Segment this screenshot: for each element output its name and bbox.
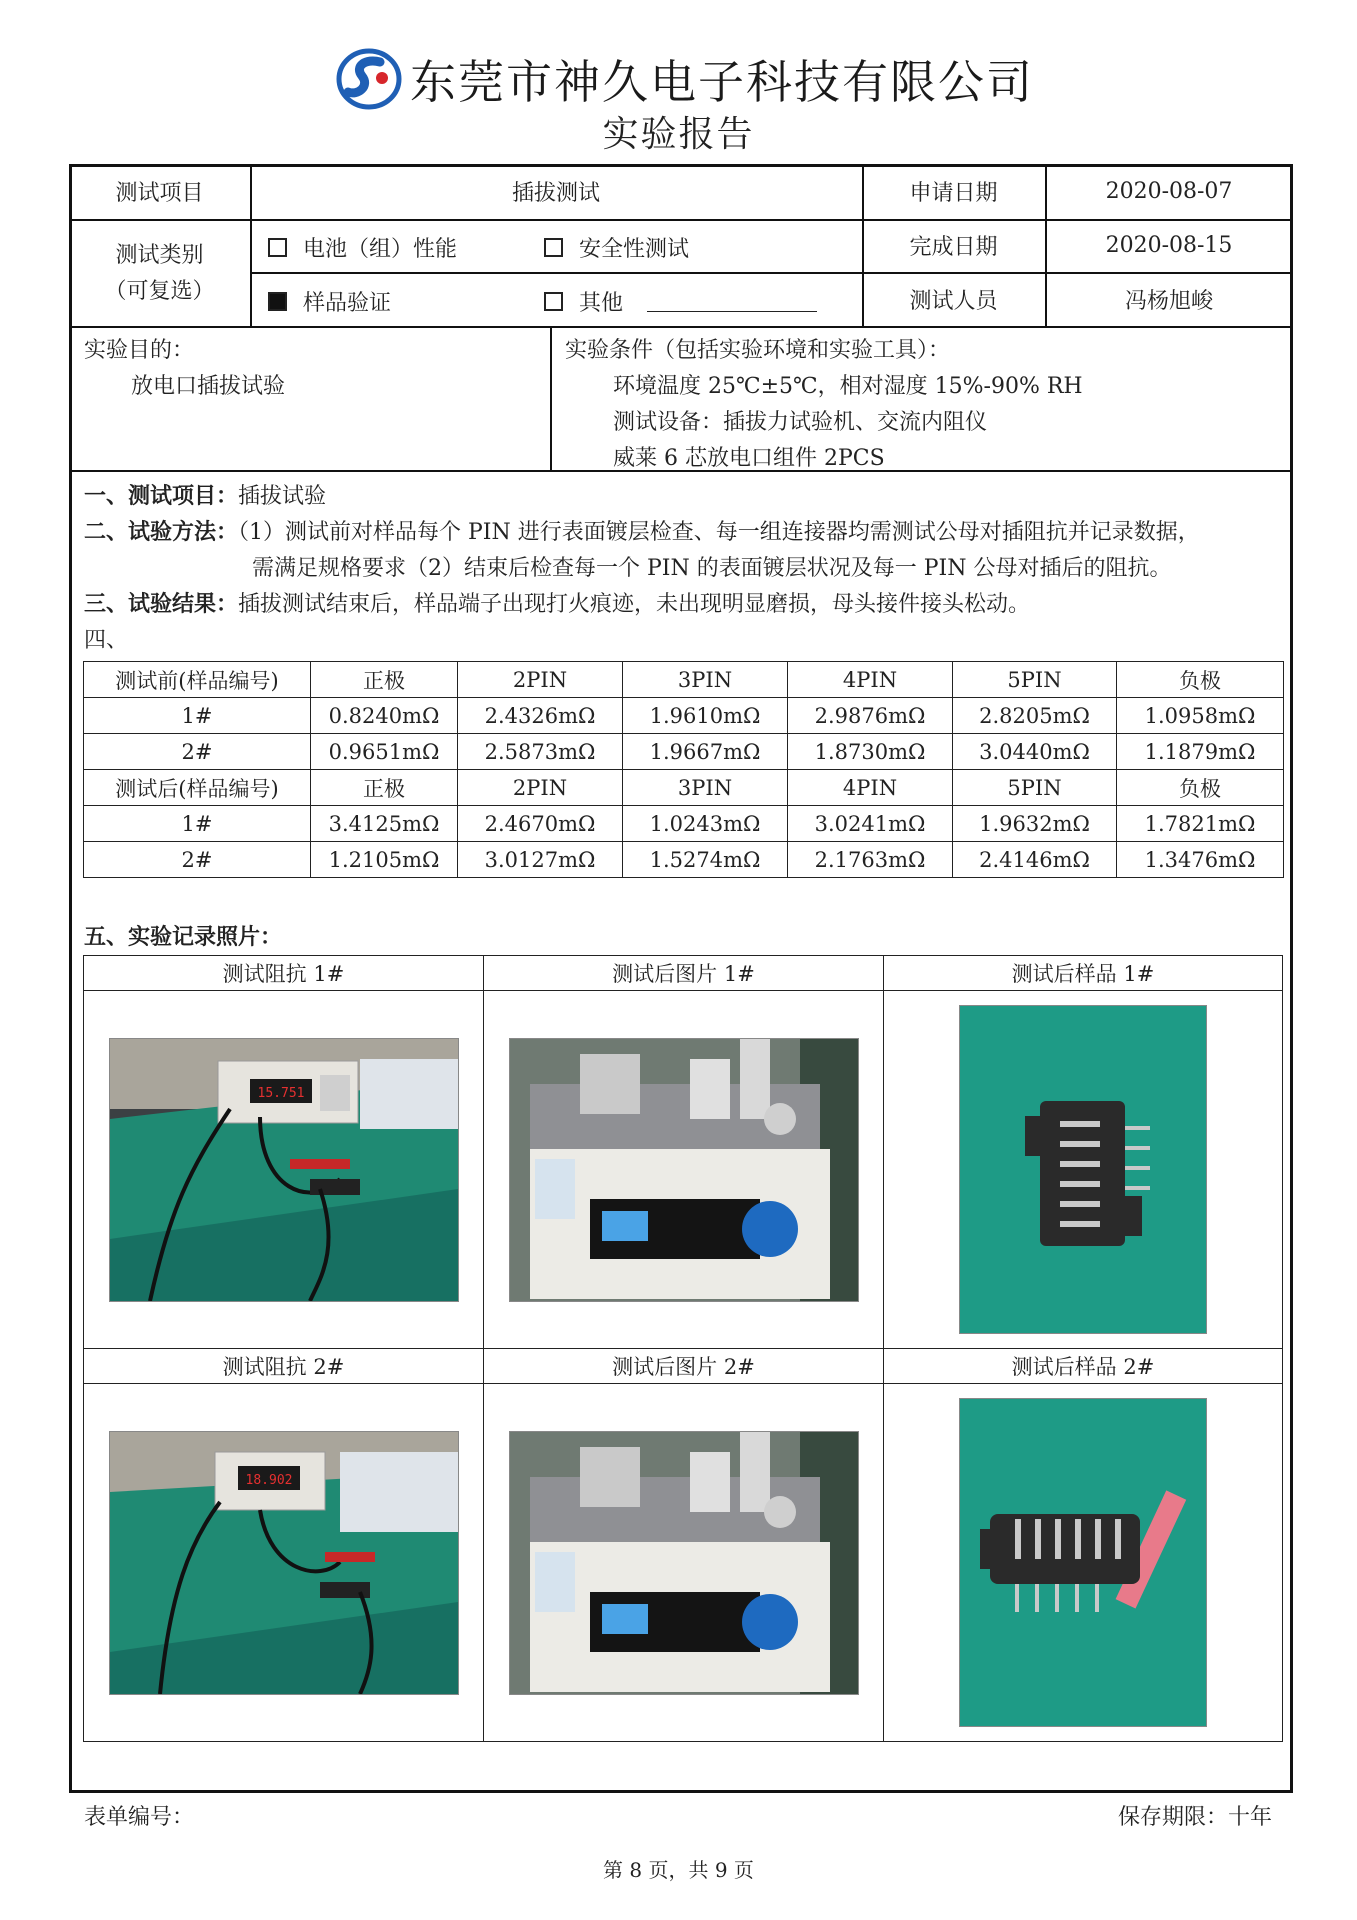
photo-caption: 测试后样品 2# <box>884 1349 1283 1384</box>
table-cell: 1.2105mΩ <box>311 842 458 878</box>
checkbox-safety[interactable] <box>544 238 563 257</box>
table-cell: 0.8240mΩ <box>311 698 458 734</box>
table-cell: 2.4670mΩ <box>458 806 623 842</box>
tester-photo-1 <box>509 1038 859 1302</box>
table-cell: 1.0243mΩ <box>623 806 788 842</box>
tester-label: 测试人员 <box>909 288 998 314</box>
category-note: （可复选） <box>104 278 215 304</box>
checkbox-sample-checked[interactable] <box>268 292 287 311</box>
section-4-head: 四、 <box>84 628 129 653</box>
sample-photo-1 <box>959 1005 1207 1334</box>
column-header: 3PIN <box>623 662 788 698</box>
option-safety-label: 安全性测试 <box>579 237 690 262</box>
table-cell: 2.9876mΩ <box>788 698 953 734</box>
impedance-table <box>83 661 1284 878</box>
section-3 <box>84 587 1030 618</box>
tester-photo-2 <box>509 1431 859 1695</box>
section-3-text: 插拔测试结束后，样品端子出现打火痕迹，未出现明显磨损，母头接件接头松动。 <box>238 592 1031 617</box>
option-other-label: 其他 <box>579 291 624 316</box>
photo-cell <box>884 991 1283 1349</box>
section-1-head: 一、测试项目： <box>84 483 239 509</box>
photo-cell <box>484 991 884 1349</box>
test-item-label: 测试项目 <box>115 181 204 206</box>
table-cell: 2.4326mΩ <box>458 698 623 734</box>
table-cell: 1.8730mΩ <box>788 734 953 770</box>
table-cell: 0.9651mΩ <box>311 734 458 770</box>
column-header: 负极 <box>1117 770 1284 806</box>
finish-date-label: 完成日期 <box>909 235 998 260</box>
test-item-value: 插拔测试 <box>511 181 600 206</box>
photo-cell <box>84 991 484 1349</box>
column-header: 负极 <box>1117 662 1284 698</box>
section-2-line1: （1）测试前对样品每个 PIN 进行表面镀层检查、每一组连接器均需测试公母对插阻抗并记录数据， <box>238 520 1200 545</box>
photo-caption: 测试后图片 1# <box>484 956 884 991</box>
table-cell: 2.8205mΩ <box>953 698 1117 734</box>
sample-id: 2# <box>84 842 311 878</box>
table-cell: 1.1879mΩ <box>1117 734 1284 770</box>
column-header: 4PIN <box>788 662 953 698</box>
table-cell: 3.0241mΩ <box>788 806 953 842</box>
photo-cell <box>84 1384 484 1742</box>
photo-cell <box>484 1384 884 1742</box>
company-name: 东莞市神久电子科技有限公司 <box>410 55 1034 109</box>
table-cell: 1.5274mΩ <box>623 842 788 878</box>
column-header: 2PIN <box>458 770 623 806</box>
table-cell: 1.9632mΩ <box>953 806 1117 842</box>
option-battery[interactable] <box>268 232 457 263</box>
table-cell: 3.0440mΩ <box>953 734 1117 770</box>
table-cell: 2.5873mΩ <box>458 734 623 770</box>
table-cell: 1.9667mΩ <box>623 734 788 770</box>
table-row <box>84 1384 1283 1742</box>
meter-reading: 18.902 <box>245 1472 292 1488</box>
apply-date-value: 2020-08-07 <box>1105 179 1233 204</box>
table-cell: 1.7821mΩ <box>1117 806 1284 842</box>
condition-line: 威莱 6 芯放电口组件 2PCS <box>613 446 885 471</box>
table-row <box>84 770 1284 806</box>
table-row <box>84 842 1284 878</box>
table-cell: 3.0127mΩ <box>458 842 623 878</box>
category-label: 测试类别 <box>115 242 204 268</box>
table-row <box>84 698 1284 734</box>
option-other[interactable] <box>544 286 623 317</box>
purpose-text: 放电口插拔试验 <box>131 374 286 399</box>
table-cell: 1.9610mΩ <box>623 698 788 734</box>
other-blank-line <box>647 311 817 312</box>
condition-line: 测试设备：插拔力试验机、交流内阻仪 <box>613 410 988 435</box>
form-number-label: 表单编号： <box>84 1805 195 1830</box>
table-row <box>84 991 1283 1349</box>
section-5-head: 五、实验记录照片： <box>84 924 283 950</box>
option-battery-label: 电池（组）性能 <box>303 237 458 262</box>
page-number: 第 8 页，共 9 页 <box>603 1858 754 1882</box>
checkbox-battery[interactable] <box>268 238 287 257</box>
impedance-photo-2 <box>109 1431 459 1695</box>
after-header: 测试后(样品编号) <box>84 770 311 806</box>
column-header: 正极 <box>311 770 458 806</box>
photo-caption: 测试后图片 2# <box>484 1349 884 1384</box>
section-3-head: 三、试验结果： <box>84 591 239 617</box>
before-header: 测试前(样品编号) <box>84 662 311 698</box>
table-cell: 3.4125mΩ <box>311 806 458 842</box>
option-sample-label: 样品验证 <box>303 291 392 316</box>
finish-date-value: 2020-08-15 <box>1105 233 1233 258</box>
table-row <box>84 806 1284 842</box>
meter-reading: 15.751 <box>257 1085 304 1101</box>
column-header: 3PIN <box>623 770 788 806</box>
sample-id: 1# <box>84 698 311 734</box>
option-sample[interactable] <box>268 286 391 317</box>
section-1 <box>84 479 326 510</box>
apply-date-label: 申请日期 <box>909 181 998 206</box>
column-header: 正极 <box>311 662 458 698</box>
section-2-line2: 需满足规格要求（2）结束后检查每一个 PIN 的表面镀层状况及每一 PIN 公母对插后的阻抗。 <box>252 556 1172 581</box>
sample-photo-2 <box>959 1398 1207 1727</box>
column-header: 2PIN <box>458 662 623 698</box>
photo-caption: 测试阻抗 1# <box>84 956 484 991</box>
table-cell: 2.4146mΩ <box>953 842 1117 878</box>
photo-caption: 测试后样品 1# <box>884 956 1283 991</box>
section-1-text: 插拔试验 <box>238 484 327 509</box>
table-row <box>84 1349 1283 1384</box>
company-logo <box>336 48 402 110</box>
photo-table <box>83 955 1283 1742</box>
sample-id: 1# <box>84 806 311 842</box>
section-2 <box>84 515 1200 546</box>
retention-period: 保存期限：十年 <box>1118 1805 1273 1830</box>
column-header: 4PIN <box>788 770 953 806</box>
purpose-label: 实验目的： <box>84 338 195 363</box>
photo-caption: 测试阻抗 2# <box>84 1349 484 1384</box>
table-row <box>84 956 1283 991</box>
table-cell: 1.3476mΩ <box>1117 842 1284 878</box>
option-safety[interactable] <box>544 232 689 263</box>
report-title: 实验报告 <box>602 114 755 155</box>
table-row <box>84 662 1284 698</box>
checkbox-other[interactable] <box>544 292 563 311</box>
table-row <box>84 734 1284 770</box>
impedance-photo-1 <box>109 1038 459 1302</box>
sample-id: 2# <box>84 734 311 770</box>
column-header: 5PIN <box>953 770 1117 806</box>
table-cell: 2.1763mΩ <box>788 842 953 878</box>
table-cell: 1.0958mΩ <box>1117 698 1284 734</box>
column-header: 5PIN <box>953 662 1117 698</box>
conditions-label: 实验条件（包括实验环境和实验工具）： <box>565 338 951 363</box>
section-2-head: 二、试验方法： <box>84 519 239 545</box>
tester-value: 冯杨旭峻 <box>1124 288 1213 314</box>
photo-cell <box>884 1384 1283 1742</box>
condition-line: 环境温度 25℃±5℃，相对湿度 15%-90% RH <box>613 374 1083 399</box>
